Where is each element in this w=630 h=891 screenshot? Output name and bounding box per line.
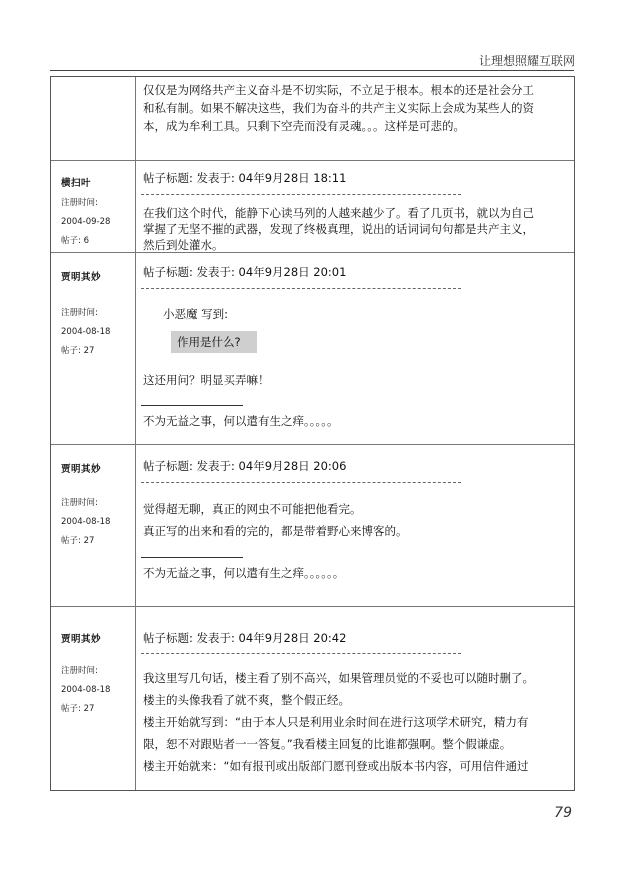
post-line: 我这里写几句话，楼主看了别不高兴，如果管理员觉的不妥也可以随时删了。 bbox=[143, 671, 534, 685]
post-divider bbox=[141, 482, 461, 483]
post-cell bbox=[137, 253, 574, 444]
post-line: 真正写的出来和看的完的，都是带着野心来博客的。 bbox=[143, 524, 408, 538]
forum-table bbox=[50, 76, 575, 791]
post-count: 帖子: 27 bbox=[61, 704, 95, 714]
table-row bbox=[51, 607, 574, 790]
username[interactable]: 贾明其妙 bbox=[61, 272, 102, 283]
post-title-line: 帖子标题: 发表于: 04年9月28日 20:42 bbox=[143, 631, 347, 645]
table-row bbox=[51, 253, 574, 445]
post-divider bbox=[141, 653, 461, 654]
post-cell bbox=[137, 445, 574, 606]
signature: 不为无益之事，何以遣有生之痒。。。。。。 bbox=[143, 566, 345, 580]
username[interactable]: 横扫叶 bbox=[61, 178, 92, 189]
post-title-line: 帖子标题: 发表于: 04年9月28日 20:06 bbox=[143, 459, 347, 473]
post-line: 楼主开始就写到：“由于本人只是利用业余时间在进行这项学术研究，精力有 bbox=[143, 715, 529, 729]
post-line: 觉得超无聊，真正的网虫不可能把他看完。 bbox=[143, 502, 362, 516]
table-row bbox=[51, 161, 574, 253]
quote-box: 作用是什么? bbox=[171, 331, 257, 353]
post-line: 然后到处灌水。 bbox=[143, 238, 224, 252]
register-label: 注册时间: bbox=[61, 198, 98, 208]
post-line: 仅仅是为网络共产主义奋斗是不切实际，不立足于根本。根本的还是社会分工 bbox=[143, 83, 534, 97]
post-line: 楼主的头像我看了就不爽，整个假正经。 bbox=[143, 693, 350, 707]
user-cell bbox=[51, 253, 136, 444]
header-divider bbox=[50, 70, 574, 71]
post-divider bbox=[141, 194, 461, 195]
post-line: 本，成为牟利工具。只剩下空壳而没有灵魂。。。这样是可悲的。 bbox=[143, 119, 465, 133]
post-line: 和私有制。如果不解决这些，我们为奋斗的共产主义实际上会成为某些人的资 bbox=[143, 101, 534, 115]
post-line: 楼主开始就来：“如有报刊或出版部门愿刊登或出版本书内容，可用信件通过 bbox=[143, 759, 529, 773]
post-title-line: 帖子标题: 发表于: 04年9月28日 20:01 bbox=[143, 265, 347, 279]
signature-divider bbox=[141, 405, 243, 406]
user-cell bbox=[51, 607, 136, 790]
register-date: 2004-08-18 bbox=[61, 327, 111, 337]
register-date: 2004-08-18 bbox=[61, 685, 111, 695]
username[interactable]: 贾明其妙 bbox=[61, 464, 102, 475]
register-label: 注册时间: bbox=[61, 666, 98, 676]
register-label: 注册时间: bbox=[61, 498, 98, 508]
register-label: 注册时间: bbox=[61, 308, 98, 318]
quote-author: 小恶魔 写到: bbox=[163, 307, 229, 321]
table-row bbox=[51, 77, 574, 161]
post-line: 在我们这个时代，能静下心读马列的人越来越少了。看了几页书，就以为自己 bbox=[143, 206, 534, 220]
user-cell bbox=[51, 445, 136, 606]
register-date: 2004-08-18 bbox=[61, 517, 111, 527]
post-title-line: 帖子标题: 发表于: 04年9月28日 18:11 bbox=[143, 171, 347, 185]
post-count: 帖子: 27 bbox=[61, 536, 95, 546]
post-cell bbox=[137, 161, 574, 252]
user-cell bbox=[51, 77, 136, 160]
post-line: 掌握了无坚不摧的武器，发现了终极真理，说出的话词词句句都是共产主义， bbox=[143, 222, 534, 236]
post-line: 限，恕不对跟贴者一一答复。”我看楼主回复的比谁都强啊。整个假谦虚。 bbox=[143, 737, 512, 751]
post-cell bbox=[137, 607, 574, 790]
reply-text: 这还用问？明显买弄嘛！ bbox=[143, 373, 270, 387]
user-cell bbox=[51, 161, 136, 252]
header-title: 让理想照耀互联网 bbox=[478, 54, 575, 68]
post-divider bbox=[141, 288, 461, 289]
signature-divider bbox=[141, 557, 243, 558]
post-count: 帖子: 27 bbox=[61, 346, 95, 356]
post-count: 帖子: 6 bbox=[61, 236, 89, 246]
register-date: 2004-09-28 bbox=[61, 217, 111, 227]
post-cell bbox=[137, 77, 574, 160]
table-row bbox=[51, 445, 574, 607]
signature: 不为无益之事，何以遣有生之痒。。。。。 bbox=[143, 414, 339, 428]
username[interactable]: 贾明其妙 bbox=[61, 634, 102, 645]
page-number: 79 bbox=[554, 805, 572, 821]
